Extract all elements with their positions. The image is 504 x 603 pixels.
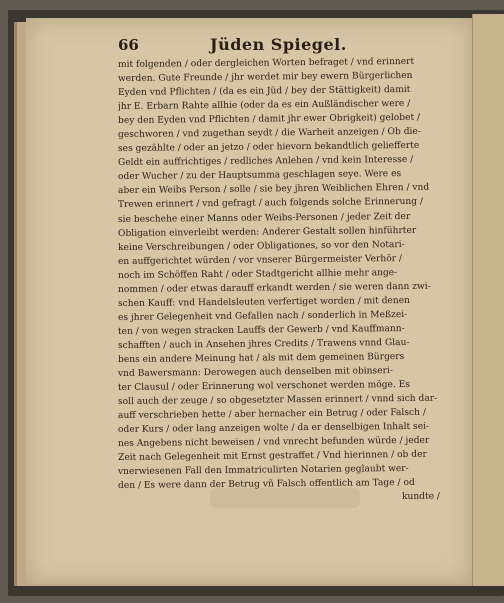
text-line: mit folgenden / oder dergleichen Worten befraget / vnd erinnert — [117, 56, 415, 70]
text-line: Trewen erinnert / vnd gefragt / auch folgends solche Erinnerung / — [117, 197, 424, 211]
text-line: soll auch der zeuge / so obgesetzter Massen erinnert / vnnd sich dar- — [117, 393, 438, 408]
text-line: ten / von wegen stracken Lauffs der Gewerb / vnd Kauffmann- — [117, 323, 405, 337]
running-title: Jüden Spiegel. — [210, 35, 347, 54]
text-line: keine Verschreibungen / oder Obligationes, so vor den Notari- — [117, 239, 405, 253]
catchword: kundte / — [401, 492, 441, 503]
text-line: geschworen / vnd zugethan seydt / die Warheit anzeigen / Ob die- — [117, 127, 421, 141]
text-line: nes Angebens nicht beweisen / vnd vnrecht befunden würde / jeder — [117, 436, 430, 450]
text-line: en auffgerichtet würden / vor vnserer Bürgermeister Verhör / — [117, 253, 403, 267]
text-line: bens ein andere Meinung hat / als mit dem gemeinen Bürgers — [117, 351, 405, 365]
text-line: Obligation einverleibt werden: Anderer Gestalt sollen hinführter — [117, 225, 417, 239]
page-number: 66 — [118, 36, 139, 54]
body-text — [118, 58, 440, 508]
text-line: Zeit nach Gelegenheit mit Ernst gestraffet / Vnd hierinnen / ob der — [117, 450, 427, 464]
text-line: ses gezählte / oder an jetzo / oder hievorn bekandtlich geliefferte — [117, 141, 420, 155]
text-line: Eyden vnd Pflichten / (da es ein Jüd / bey der Stättigkeit) damit — [117, 85, 411, 99]
text-line: Geldt ein auffrichtiges / redliches Anlehen / vnd kein Interesse / — [117, 155, 414, 169]
text-line: werden. Gute Freunde / jhr werdet mir bey ewern Bürgerlichen — [117, 70, 413, 85]
text-line: schen Kauff: vnd Handelsleuten verfertiget worden / mit denen — [117, 295, 411, 309]
text-line: oder Kurs / oder lang anzeigen wolte / da er denselbigen Inhalt sei- — [117, 421, 430, 436]
text-line: den / Es were dann der Betrug vñ Falsch offentlich am Tage / od — [117, 478, 415, 492]
text-line: bey den Eyden vnd Pflichten / damit jhr ewer Obrigkeit) gelobet / — [117, 113, 421, 127]
text-line: schafften / auch in Ansehen jhres Credits / Trawens vnnd Glau- — [117, 337, 410, 351]
text-line: sie beschehe einer Manns oder Weibs-Personen / jeder Zeit der — [117, 211, 411, 225]
text-line: vnerwiesenen Fall den Immatriculirten Notarien geglaubt wer- — [117, 464, 409, 478]
text-line: jhr E. Erbarn Rahte allhie (oder da es ein Außländischer were / — [117, 99, 411, 113]
text-line: nommen / oder etwas darauff erkandt werden / sie weren dann zwi- — [117, 281, 431, 295]
text-line: aber ein Weibs Person / solle / sie bey jhren Weiblichen Ehren / vnd — [117, 183, 430, 197]
text-line: ter Clausul / oder Erinnerung wol verschonet werden möge. Es — [117, 380, 411, 394]
text-line: vnd Bawersmann: Derowegen auch denselben mit obinseri- — [117, 366, 393, 380]
facing-page-edge — [472, 14, 504, 586]
text-line: es jhrer Gelegenheit vnd Gefallen nach / sonderlich in Meßzei- — [117, 309, 408, 323]
text-line: auff verschrieben hette / aber hernacher ein Betrug / oder Falsch / — [117, 407, 426, 422]
text-line: noch im Schöffen Raht / oder Stadtgericht allhie mehr ange- — [117, 267, 398, 281]
text-line: oder Wucher / zu der Hauptsumma geschlagen seye. Were es — [117, 169, 402, 183]
